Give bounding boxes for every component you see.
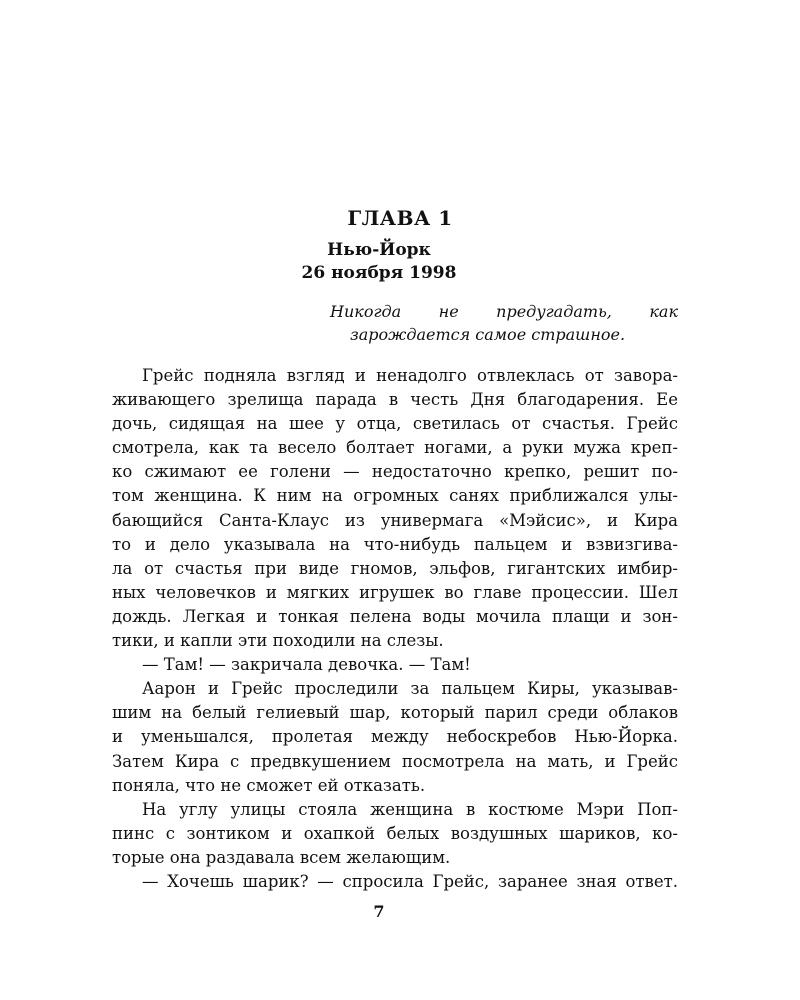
paragraph-line: Аарон и Грейс проследили за пальцем Киры, указывав- bbox=[142, 679, 678, 699]
paragraph-line: то и дело указывала на что-нибудь пальцем и взвизгива- bbox=[112, 534, 678, 554]
body-text bbox=[112, 364, 678, 894]
paragraph-line: ных человечков и мягких игрушек во главе процессии. Шел bbox=[112, 582, 678, 602]
paragraph-line: тики, и капли эти походили на слезы. bbox=[112, 631, 444, 651]
paragraph-line: пинс с зонтиком и охапкой белых воздушных шариков, ко- bbox=[112, 823, 678, 843]
dialogue-line: — Хочешь шарик? — спросила Грейс, заранее зная ответ. bbox=[142, 871, 678, 891]
paragraph-line: На углу улицы стояла женщина в костюме Мэри Поп- bbox=[142, 799, 678, 819]
paragraph-line: поняла, что не сможет ей отказать. bbox=[112, 775, 426, 795]
epigraph bbox=[330, 300, 678, 346]
paragraph-line: дочь, сидящая на шее у отца, светилась от счастья. Грейс bbox=[112, 414, 678, 434]
paragraph-line: ко сжимают ее голени — недостаточно крепко, решит по- bbox=[112, 462, 678, 482]
epigraph-line: зарождается самое страшное. bbox=[350, 325, 626, 344]
paragraph-line: бающийся Санта-Клаус из универмага «Мэйсис», и Кира bbox=[112, 510, 678, 530]
dialogue-line: — Там! — закричала девочка. — Там! bbox=[142, 655, 471, 675]
paragraph-line: живающего зрелища парада в честь Дня благодарения. Ее bbox=[112, 390, 678, 410]
paragraph-line: Затем Кира с предвкушением посмотрела на мать, и Грейс bbox=[112, 751, 678, 771]
paragraph-line: Грейс подняла взгляд и ненадолго отвлеклась от завора- bbox=[142, 366, 678, 385]
paragraph-line: и уменьшался, пролетая между небоскребов Нью-Йорка. bbox=[112, 727, 678, 747]
paragraph-line: ла от счастья при виде гномов, эльфов, гигантских имбир- bbox=[112, 558, 678, 578]
chapter-location: Нью-Йорк bbox=[327, 240, 431, 260]
chapter-date: 26 ноября 1998 bbox=[301, 263, 457, 283]
paragraph-line: шим на белый гелиевый шар, который парил среди облаков bbox=[112, 703, 678, 723]
paragraph-line: дождь. Легкая и тонкая пелена воды мочила плащи и зон- bbox=[112, 606, 678, 626]
paragraph-line: смотрела, как та весело болтает ногами, а руки мужа креп- bbox=[112, 438, 678, 458]
paragraph-line: том женщина. К ним на огромных санях приближался улы- bbox=[112, 486, 678, 506]
epigraph-line: Никогда не предугадать, как bbox=[330, 302, 678, 321]
chapter-title: ГЛАВА 1 bbox=[347, 206, 453, 230]
page-number: 7 bbox=[373, 902, 385, 921]
paragraph-line: торые она раздавала всем желающим. bbox=[112, 847, 451, 867]
